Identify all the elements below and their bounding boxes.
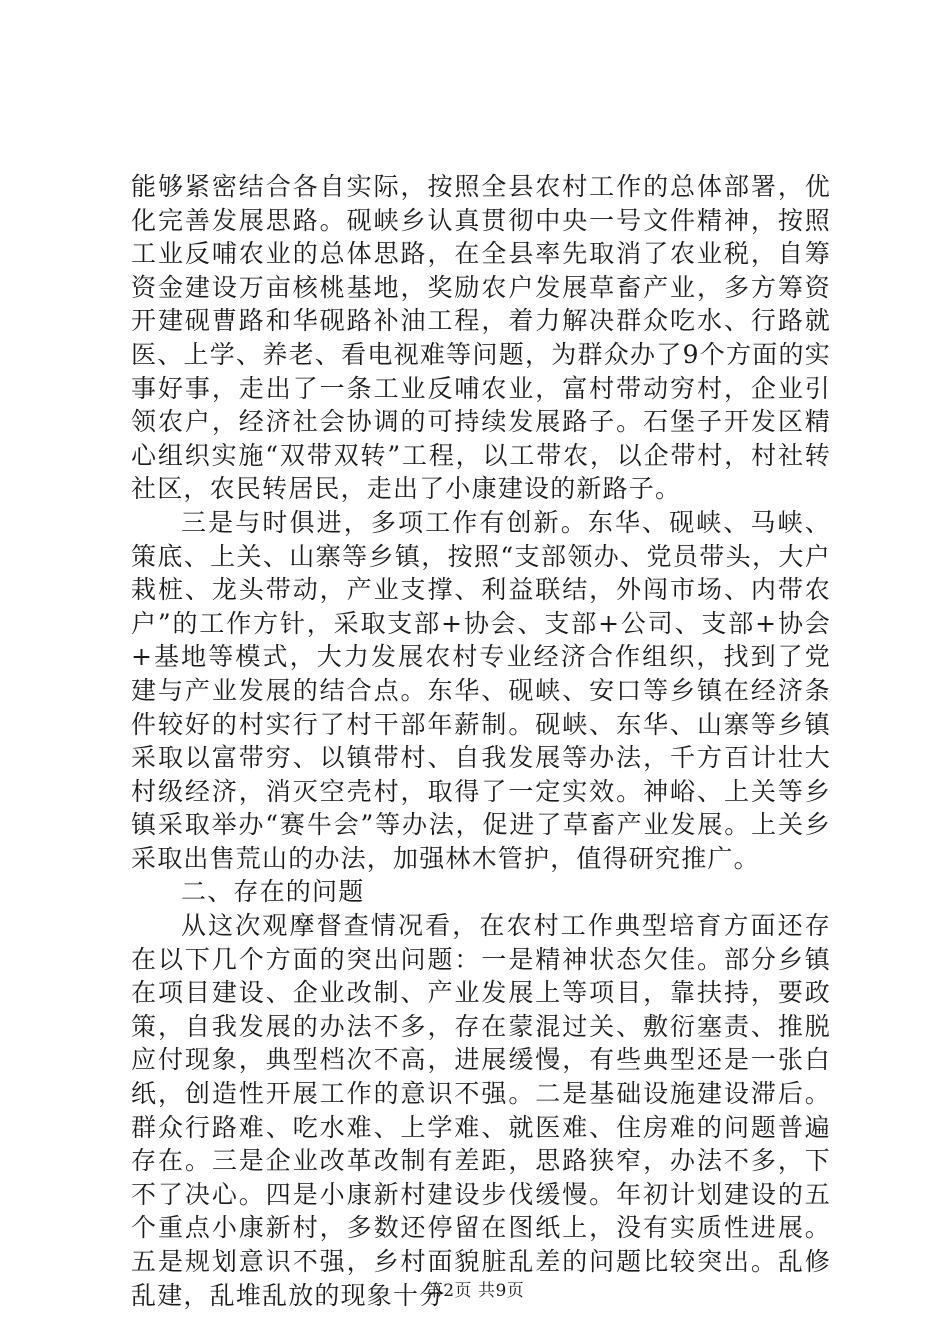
- section-heading-problems: 二、存在的问题: [181, 877, 365, 907]
- page-number-footer: 第2页 共9页: [425, 1281, 525, 1301]
- paragraph-innovation: 三是与时俱进，多项工作有创新。东华、砚峡、马峡、策底、上关、山寨等乡镇，按照“支部领办、党员带头，大户栽桩、龙头带动，产业支撑、利益联结，外闯市场、内带农户”的工作方针，采取支部+协会、支部+公司、支部+协会+基地等模式，大力发展农村专业经济合作组织，找到了党建与产业发展的结合点。东华、砚峡、安口等乡镇在经济条件较好的村实行了村干部年薪制。砚峡、东华、山寨等乡镇采取以富带穷、以镇带村、自我发展等办法，千方百计壮大村级经济，消灭空壳村，取得了一定实效。神峪、上关等乡镇采取举办“赛牛会”等办法，促进了草畜产业发展。上关乡采取出售荒山的办法，加强林木管护，值得研究推广。: [131, 507, 831, 873]
- document-body: [131, 170, 831, 1312]
- paragraph-problems: 从这次观摩督查情况看，在农村工作典型培育方面还存在以下几个方面的突出问题：一是精神状态欠佳。部分乡镇在项目建设、企业改制、产业发展上等项目，靠扶持，要政策，自我发展的办法不多，存在蒙混过关、敷衍塞责、推脱应付现象，典型档次不高，进展缓慢，有些典型还是一张白纸，创造性开展工作的意识不强。二是基础设施建设滞后。群众行路难、吃水难、上学难、就医难、住房难的问题普遍存在。三是企业改革改制有差距，思路狭窄，办法不多，下不了决心。四是小康新村建设步伐缓慢。年初计划建设的五个重点小康新村，多数还停留在图纸上，没有实质性进展。五是规划意识不强，乡村面貌脏乱差的问题比较突出。乱修乱建，乱堆乱放的现象十分: [131, 911, 831, 1310]
- paragraph-continuation: 能够紧密结合各自实际，按照全县农村工作的总体部署，优化完善发展思路。砚峡乡认真贯彻中央一号文件精神，按照工业反哺农业的总体思路，在全县率先取消了农业税，自筹资金建设万亩核桃基地，奖励农户发展草畜产业，多方筹资开建砚曹路和华砚路补油工程，着力解决群众吃水、行路就医、上学、养老、看电视难等问题，为群众办了9个方面的实事好事，走出了一条工业反哺农业，富村带动穷村，企业引领农户，经济社会协调的可持续发展路子。石堡子开发区精心组织实施“双带双转”工程，以工带农，以企带村，村社转社区，农民转居民，走出了小康建设的新路子。: [131, 172, 831, 504]
